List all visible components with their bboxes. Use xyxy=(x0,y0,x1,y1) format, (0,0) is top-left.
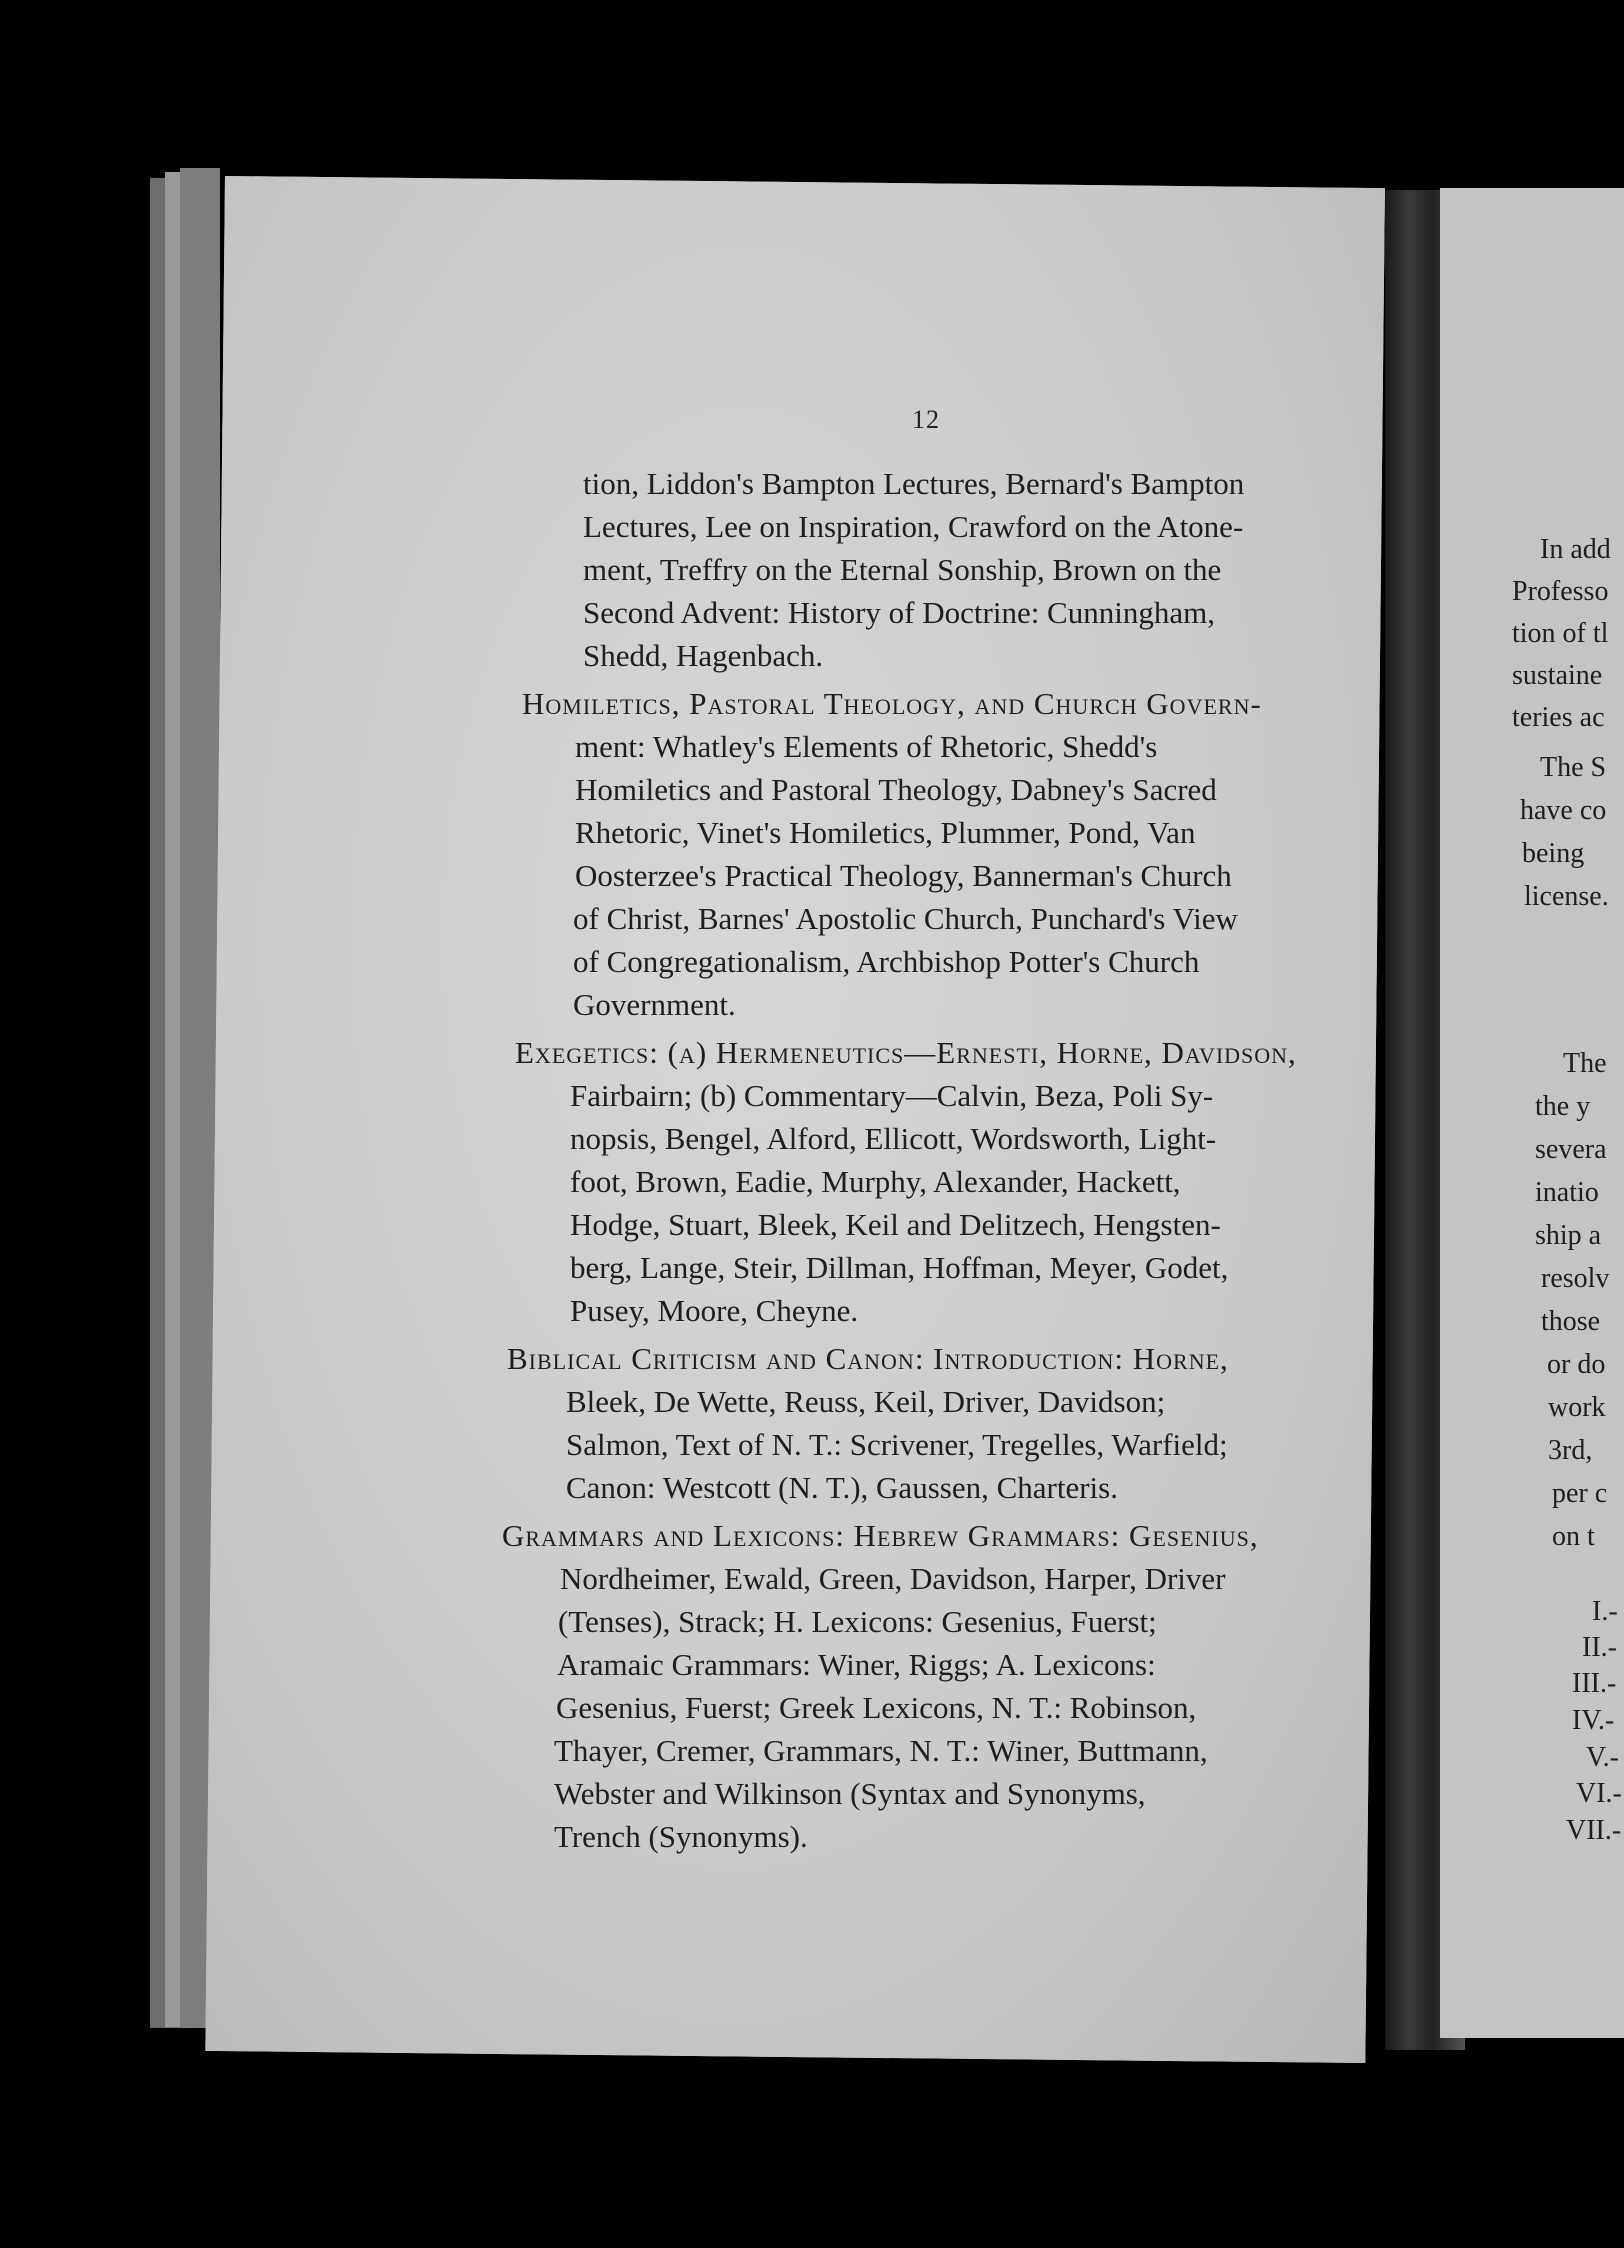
section-heading-line: Homiletics, Pastoral Theology, and Church Govern- xyxy=(522,686,1262,721)
text-fragment: The xyxy=(1563,1048,1607,1079)
text-fragment: the y xyxy=(1535,1091,1591,1122)
text-line: Shedd, Hagenbach. xyxy=(583,638,824,673)
text-fragment: V.- xyxy=(1586,1742,1619,1773)
section-heading-line: Exegetics: (a) Hermeneutics—Ernesti, Horne, Davidson, xyxy=(515,1035,1297,1070)
text-fragment: IV.- xyxy=(1572,1705,1615,1736)
text-line: Homiletics and Pastoral Theology, Dabney's Sacred xyxy=(575,772,1217,807)
text-line: Rhetoric, Vinet's Homiletics, Plummer, Pond, Van xyxy=(575,815,1196,850)
text-line: Pusey, Moore, Cheyne. xyxy=(570,1293,859,1328)
text-line: foot, Brown, Eadie, Murphy, Alexander, Hackett, xyxy=(570,1164,1181,1199)
text-fragment: The S xyxy=(1540,752,1607,783)
text-fragment: resolv xyxy=(1541,1263,1610,1294)
section-heading-line: Grammars and Lexicons: Hebrew Grammars: Gesenius, xyxy=(502,1518,1259,1553)
page-number: 12 xyxy=(912,405,940,434)
text-line: of Congregationalism, Archbishop Potter's Church xyxy=(573,944,1200,979)
text-line: Salmon, Text of N. T.: Scrivener, Tregelles, Warfield; xyxy=(566,1427,1228,1462)
text-line: Fairbairn; (b) Commentary—Calvin, Beza, Poli Sy- xyxy=(570,1078,1214,1113)
text-fragment: Professo xyxy=(1512,576,1609,607)
text-fragment: per c xyxy=(1552,1478,1608,1509)
text-fragment: license. xyxy=(1524,881,1609,912)
text-line: Government. xyxy=(573,987,736,1022)
text-line: Bleek, De Wette, Reuss, Keil, Driver, Davidson; xyxy=(566,1384,1166,1419)
text-fragment: on t xyxy=(1552,1521,1595,1552)
text-fragment: ship a xyxy=(1535,1220,1602,1251)
text-fragment: VII.- xyxy=(1566,1815,1622,1846)
text-fragment: or do xyxy=(1547,1349,1606,1380)
text-fragment: teries ac xyxy=(1512,702,1605,733)
text-line: Oosterzee's Practical Theology, Bannerman's Church xyxy=(575,858,1232,893)
text-line: Hodge, Stuart, Bleek, Keil and Delitzech, Hengsten- xyxy=(570,1207,1221,1242)
text-fragment: III.- xyxy=(1572,1668,1617,1699)
section-heading-line: Biblical Criticism and Canon: Introduction: Horne, xyxy=(507,1341,1229,1376)
text-fragment: VI.- xyxy=(1576,1778,1622,1809)
text-fragment: sustaine xyxy=(1512,660,1603,691)
text-line: Gesenius, Fuerst; Greek Lexicons, N. T.: Robinson, xyxy=(556,1690,1197,1725)
text-line: Trench (Synonyms). xyxy=(554,1819,808,1854)
text-fragment: In add xyxy=(1540,534,1611,565)
text-fragment: have co xyxy=(1520,795,1607,826)
text-line: (Tenses), Strack; H. Lexicons: Gesenius, Fuerst; xyxy=(558,1604,1157,1639)
text-line: Thayer, Cremer, Grammars, N. T.: Winer, Buttmann, xyxy=(554,1733,1208,1768)
text-fragment: 3rd, xyxy=(1548,1435,1593,1466)
text-line: nopsis, Bengel, Alford, Ellicott, Wordsworth, Light- xyxy=(570,1121,1217,1156)
text-line: Nordheimer, Ewald, Green, Davidson, Harper, Driver xyxy=(560,1561,1226,1596)
text-line: Lectures, Lee on Inspiration, Crawford on the Atone- xyxy=(583,509,1244,544)
text-line: ment: Whatley's Elements of Rhetoric, Shedd's xyxy=(575,729,1158,764)
text-fragment: tion of tl xyxy=(1512,618,1609,649)
text-line: Webster and Wilkinson (Syntax and Synonyms, xyxy=(554,1776,1146,1811)
text-fragment: work xyxy=(1548,1392,1606,1423)
text-line: Second Advent: History of Doctrine: Cunningham, xyxy=(583,595,1215,630)
text-line: Canon: Westcott (N. T.), Gaussen, Charteris. xyxy=(566,1470,1118,1505)
text-fragment: severa xyxy=(1535,1134,1607,1165)
text-fragment: II.- xyxy=(1582,1632,1617,1663)
text-line: ment, Treffry on the Eternal Sonship, Brown on the xyxy=(583,552,1222,587)
text-fragment: being xyxy=(1522,838,1585,869)
text-fragment: inatio xyxy=(1535,1177,1599,1208)
text-line: tion, Liddon's Bampton Lectures, Bernard's Bampton xyxy=(583,466,1245,501)
text-line: Aramaic Grammars: Winer, Riggs; A. Lexicons: xyxy=(557,1647,1156,1682)
text-line: of Christ, Barnes' Apostolic Church, Punchard's View xyxy=(573,901,1238,936)
text-line: berg, Lange, Steir, Dillman, Hoffman, Meyer, Godet, xyxy=(570,1250,1229,1285)
text-fragment: I.- xyxy=(1592,1596,1618,1627)
text-fragment: those xyxy=(1541,1306,1601,1337)
